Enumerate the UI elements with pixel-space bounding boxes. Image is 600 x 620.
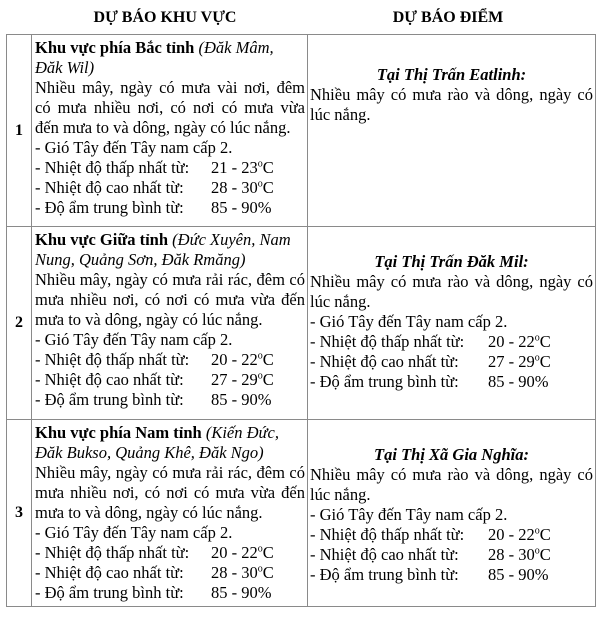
point-min-temp: - Nhiệt độ thấp nhất từ: 20 - 22$^o$C <box>310 525 551 544</box>
area-description: Nhiều mây, ngày có mưa rải rác, đêm có mưa nhiều nơi, có nơi có mưa vừa đến mưa to và dông, ngày có lúc nắng. <box>35 270 305 329</box>
point-location: Tại Thị Xã Gia Nghĩa: <box>374 445 529 464</box>
min-temp: - Nhiệt độ thấp nhất từ: 21 - 23$^o$C <box>35 158 274 177</box>
wind-text: - Gió Tây đến Tây nam cấp 2. <box>35 138 233 157</box>
area-forecast-cell <box>32 420 308 607</box>
min-temp: - Nhiệt độ thấp nhất từ: 20 - 22$^o$C <box>35 350 274 369</box>
row-number: 2 <box>7 227 32 420</box>
row-number: 3 <box>7 420 32 607</box>
row-number: 1 <box>7 35 32 227</box>
humidity: - Độ ẩm trung bình từ: 85 - 90% <box>35 583 272 602</box>
min-temp: - Nhiệt độ thấp nhất từ: 20 - 22$^o$C <box>35 543 274 562</box>
point-forecast-cell <box>308 420 596 607</box>
point-description: Nhiều mây có mưa rào và dông, ngày có lúc nắng. <box>310 465 593 504</box>
table-row <box>7 35 596 227</box>
max-temp: - Nhiệt độ cao nhất từ: 27 - 29$^o$C <box>35 370 274 389</box>
point-description: Nhiều mây có mưa rào và dông, ngày có lúc nắng. <box>310 272 593 311</box>
area-title: Khu vực phía Nam tỉnh (Kiến Đức, Đăk Bukso, Quảng Khê, Đăk Ngo) <box>35 423 279 462</box>
point-wind-text: - Gió Tây đến Tây nam cấp 2. <box>310 505 508 524</box>
point-location: Tại Thị Trấn Eatlinh: <box>376 65 527 84</box>
forecast-table <box>6 34 596 607</box>
wind-text: - Gió Tây đến Tây nam cấp 2. <box>35 330 233 349</box>
table-row <box>7 420 596 607</box>
area-title: Khu vực phía Bắc tỉnh (Đăk Mâm, Đăk Wil) <box>35 38 274 77</box>
point-humidity: - Độ ẩm trung bình từ: 85 - 90% <box>310 372 549 391</box>
point-max-temp: - Nhiệt độ cao nhất từ: 28 - 30$^o$C <box>310 545 551 564</box>
max-temp: - Nhiệt độ cao nhất từ: 28 - 30$^o$C <box>35 178 274 197</box>
area-description: Nhiều mây, ngày có mưa vài nơi, đêm có mưa nhiều nơi, có nơi có mưa vừa đến mưa to và dông, ngày có lúc nắng. <box>35 78 305 137</box>
area-description: Nhiều mây, ngày có mưa rải rác, đêm có mưa nhiều nơi, có nơi có mưa vừa đến mưa to và dông, ngày có lúc nắng. <box>35 463 305 522</box>
area-title: Khu vực Giữa tỉnh (Đức Xuyên, Nam Nung, Quảng Sơn, Đăk Rmăng) <box>35 230 291 269</box>
area-forecast-cell <box>32 227 308 420</box>
point-location: Tại Thị Trấn Đăk Mil: <box>374 252 529 271</box>
header-point: DỰ BÁO ĐIỂM <box>392 9 504 26</box>
point-forecast-cell <box>308 227 596 420</box>
wind-text: - Gió Tây đến Tây nam cấp 2. <box>35 523 233 542</box>
point-max-temp: - Nhiệt độ cao nhất từ: 27 - 29$^o$C <box>310 352 551 371</box>
point-humidity: - Độ ẩm trung bình từ: 85 - 90% <box>310 565 549 584</box>
point-description: Nhiều mây có mưa rào và dông, ngày có lúc nắng. <box>310 85 593 124</box>
table-row <box>7 227 596 420</box>
humidity: - Độ ẩm trung bình từ: 85 - 90% <box>35 198 272 217</box>
header-area: DỰ BÁO KHU VỰC <box>93 9 237 26</box>
point-forecast-cell <box>308 35 596 227</box>
point-min-temp: - Nhiệt độ thấp nhất từ: 20 - 22$^o$C <box>310 332 551 351</box>
humidity: - Độ ẩm trung bình từ: 85 - 90% <box>35 390 272 409</box>
area-forecast-cell <box>32 35 308 227</box>
max-temp: - Nhiệt độ cao nhất từ: 28 - 30$^o$C <box>35 563 274 582</box>
point-wind-text: - Gió Tây đến Tây nam cấp 2. <box>310 312 508 331</box>
